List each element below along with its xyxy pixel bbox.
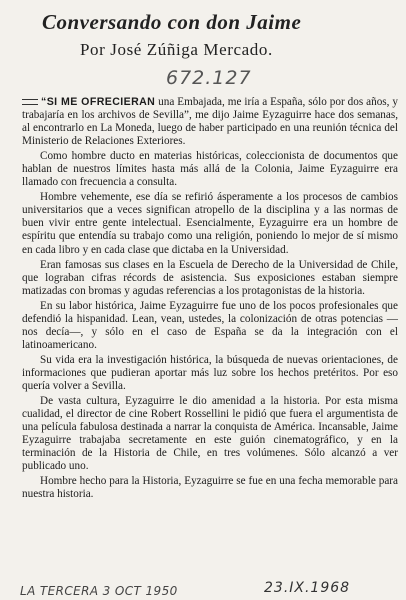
paragraph-2: Como hombre ducto en materias históricas, coleccionista de documentos que hablan de nuestros límites hasta más allá de la Colonia, Jaime Eyzaguirre era llamado con frecuencia a consulta. — [22, 150, 398, 189]
article-title: Conversando con don Jaime — [42, 10, 302, 34]
handwritten-date: 23.IX.1968 — [264, 580, 351, 596]
paragraph-7: De vasta cultura, Eyzaguirre le dio amenidad a la historia. Por esta misma cualidad, el director de cine Robert Rossellini le pidió que fuera el argumentista de una película fabulosa destinada a narrar la conquista de América. Incansable, Jaime Eyzaguirre trabajaba secretamente en este guión cinematográfico, y en la terminación de la Historia de Chile, en tres volúmenes. Sólo alcanzó a ver publicado uno. — [22, 395, 398, 473]
lead-caps: “SI ME OFRECIERAN — [41, 96, 156, 108]
article-body — [22, 96, 398, 503]
newspaper-clipping — [8, 4, 400, 596]
paragraph-5: En su labor histórica, Jaime Eyzaguirre fue uno de los pocos profesionales que defendió la hispanidad. Lean, vean, ustedes, la colonización de otras potencias —nos decía—, y sólo en el caso de España se da la integración con el latinoamericano. — [22, 299, 398, 351]
article-byline: Por José Zúñiga Mercado. — [80, 40, 273, 59]
paragraph-3: Hombre vehemente, ese día se refirió ásperamente a los procesos de cambios universitarios que a veces significan atropello de la disciplina y a las normas de buen vivir entre gente intelectual. Esencialmente, Eyzaguirre era un hombre de espíritu que entendía su trabajo como una religión, poniendo lo mejor de sí mismo en cada libro y en cada clase que dictaba en la Universidad. — [22, 191, 398, 256]
paragraph-6: Su vida era la investigación histórica, la búsqueda de nuevas orientaciones, de informaciones que pudieran aportar más luz sobre los hechos pretéritos. Por eso quería volver a Sevilla. — [22, 353, 398, 392]
paragraph-1 — [22, 96, 398, 148]
paragraph-4: Eran famosas sus clases en la Escuela de Derecho de la Universidad de Chile, que lograban cifras récords de asistencia. Sus exposiciones estaban siempre matizadas con bromas y agudas referencias a los protagonistas de la historia. — [22, 258, 398, 297]
lead-mark-icon — [22, 99, 38, 105]
paragraph-text: una Embajada, me iría a España, sólo por dos años, y trabajaría en los archivos de Sevilla”, me dijo Jaime Eyzaguirre hace dos semanas, al encontrarlo en La Moneda, luego de haber participado en una reunión técnica del Ministerio de Relaciones Exteriores. — [22, 96, 398, 148]
paragraph-8: Hombre hecho para la Historia, Eyzaguirre se fue en una fecha memorable para nuestra historia. — [22, 475, 398, 501]
handwritten-source: LA TERCERA 3 OCT 1950 — [20, 584, 178, 598]
handwritten-reference: 672.127 — [166, 67, 252, 89]
